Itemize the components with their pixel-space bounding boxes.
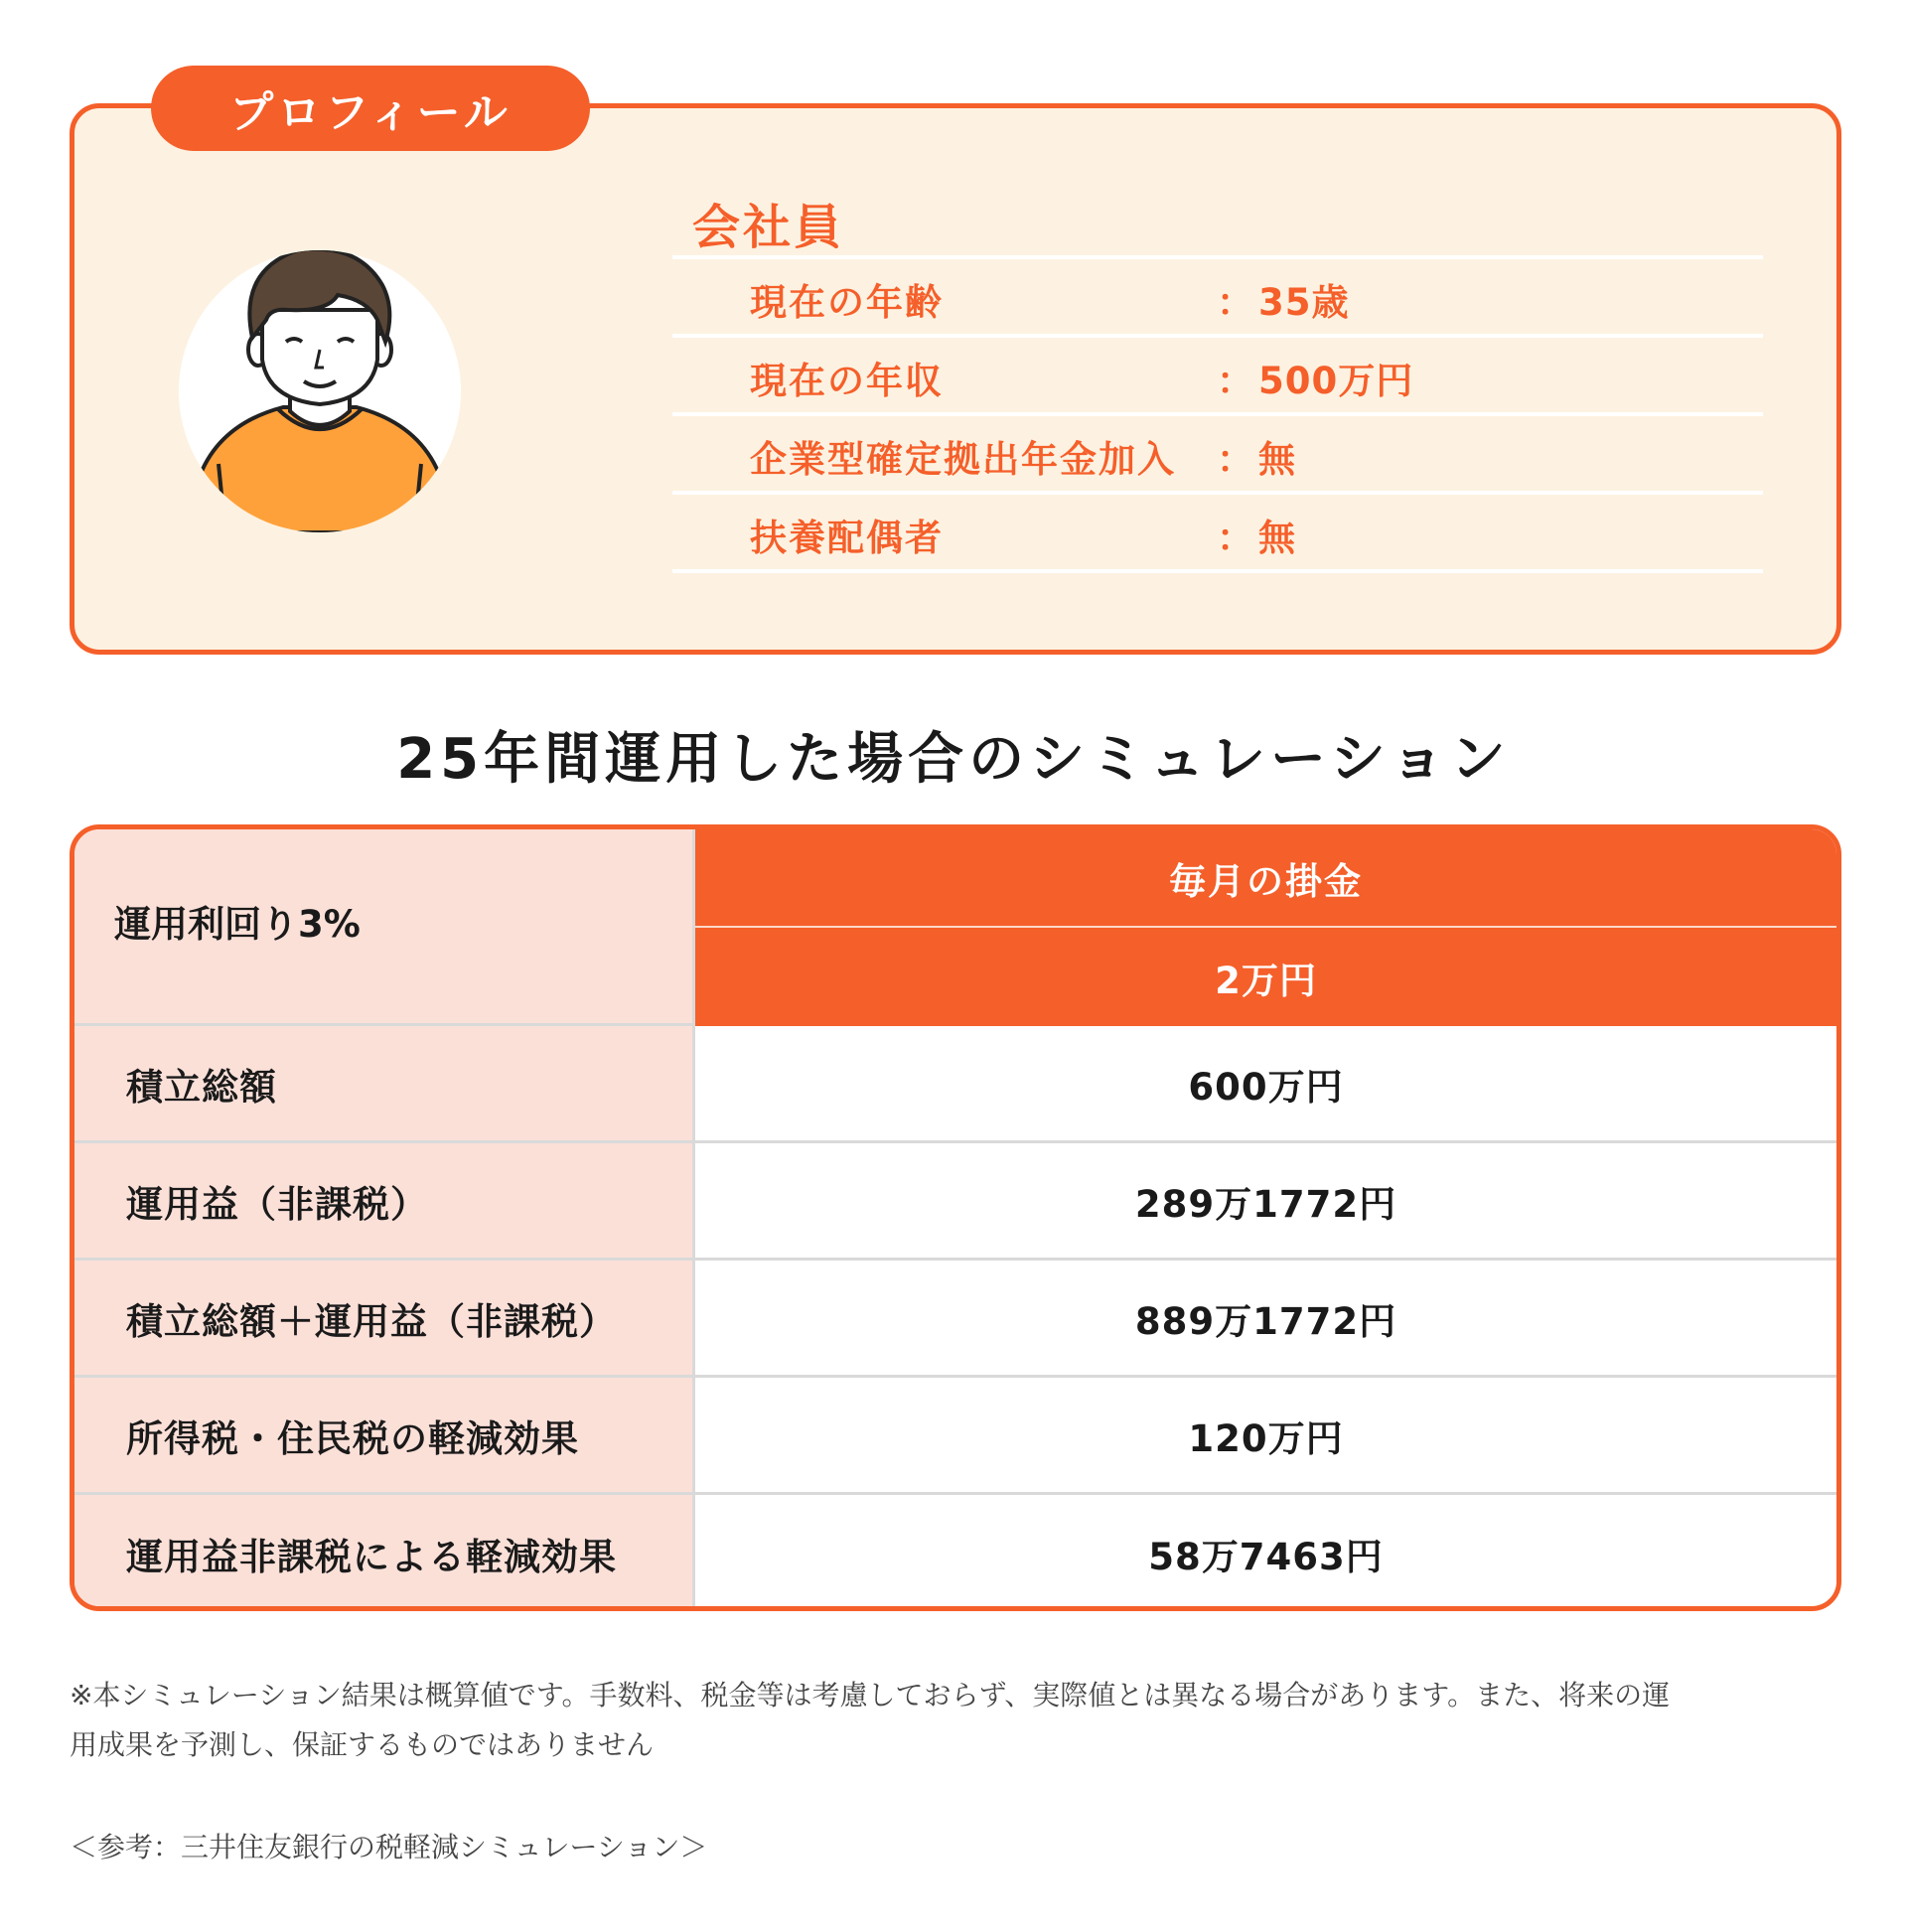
divider [672,491,1763,495]
row-label: 運用益非課税による軽減効果 [74,1495,695,1611]
row-colon: ： [1217,517,1253,559]
occupation-title: 会社員 [692,200,845,255]
profile-row-age [750,267,1350,331]
simulation-title: 25年間運用した場合のシミュレーション [396,727,1511,792]
row-label: 積立総額＋運用益（非課税） [74,1261,695,1375]
divider [672,569,1763,573]
row-value: 58万7463円 [1148,1536,1384,1578]
row-value: 889万1772円 [1134,1299,1397,1343]
table-row [74,1495,1836,1611]
row-value: 289万1772円 [1134,1182,1397,1226]
row-value: 500万円 [1258,360,1414,402]
table-row [74,1378,1836,1495]
row-label: 積立総額 [74,1026,695,1140]
profile-tab: プロフィール [151,66,590,151]
rate-label: 運用利回り3% [74,829,695,1026]
profile-row-pension [750,424,1296,488]
simulation-table [70,824,1841,1611]
disclaimer-line: 用成果を予測し、保証するものではありません [70,1728,655,1761]
disclaimer-note [70,1671,1847,1770]
row-value: 600万円 [1188,1065,1344,1109]
row-colon: ： [1217,438,1253,481]
row-label: 企業型確定拠出年金加入 [750,438,1176,481]
table-row [74,1026,1836,1143]
monthly-contribution-value: 2万円 [695,928,1836,1026]
row-label: 所得税・住民税の軽減効果 [74,1378,695,1492]
reference-note: ＜参考：三井住友銀行の税軽減シミュレーション＞ [70,1831,708,1863]
person-illustration-icon [179,250,461,532]
table-row [74,1143,1836,1261]
row-colon: ： [1217,281,1253,324]
avatar [179,250,461,532]
row-value: 120万円 [1188,1416,1344,1460]
row-value: 無 [1258,517,1296,559]
monthly-contribution-header: 毎月の掛金 [695,829,1836,928]
divider [672,412,1763,416]
row-label: 現在の年齢 [750,281,944,324]
disclaimer-line: ※本シミュレーション結果は概算値です。手数料、税金等は考慮しておらず、実際値とは異なる場合があります。また、将来の運 [70,1679,1671,1711]
row-colon: ： [1217,360,1253,402]
row-value: 無 [1258,438,1296,481]
profile-row-spouse [750,503,1296,566]
row-label: 運用益（非課税） [74,1143,695,1258]
row-label: 現在の年収 [750,360,944,402]
table-row [74,1261,1836,1378]
profile-row-income [750,346,1413,409]
row-label: 扶養配偶者 [750,517,944,559]
row-value: 35歳 [1258,281,1350,324]
divider [672,334,1763,338]
divider [672,255,1763,259]
